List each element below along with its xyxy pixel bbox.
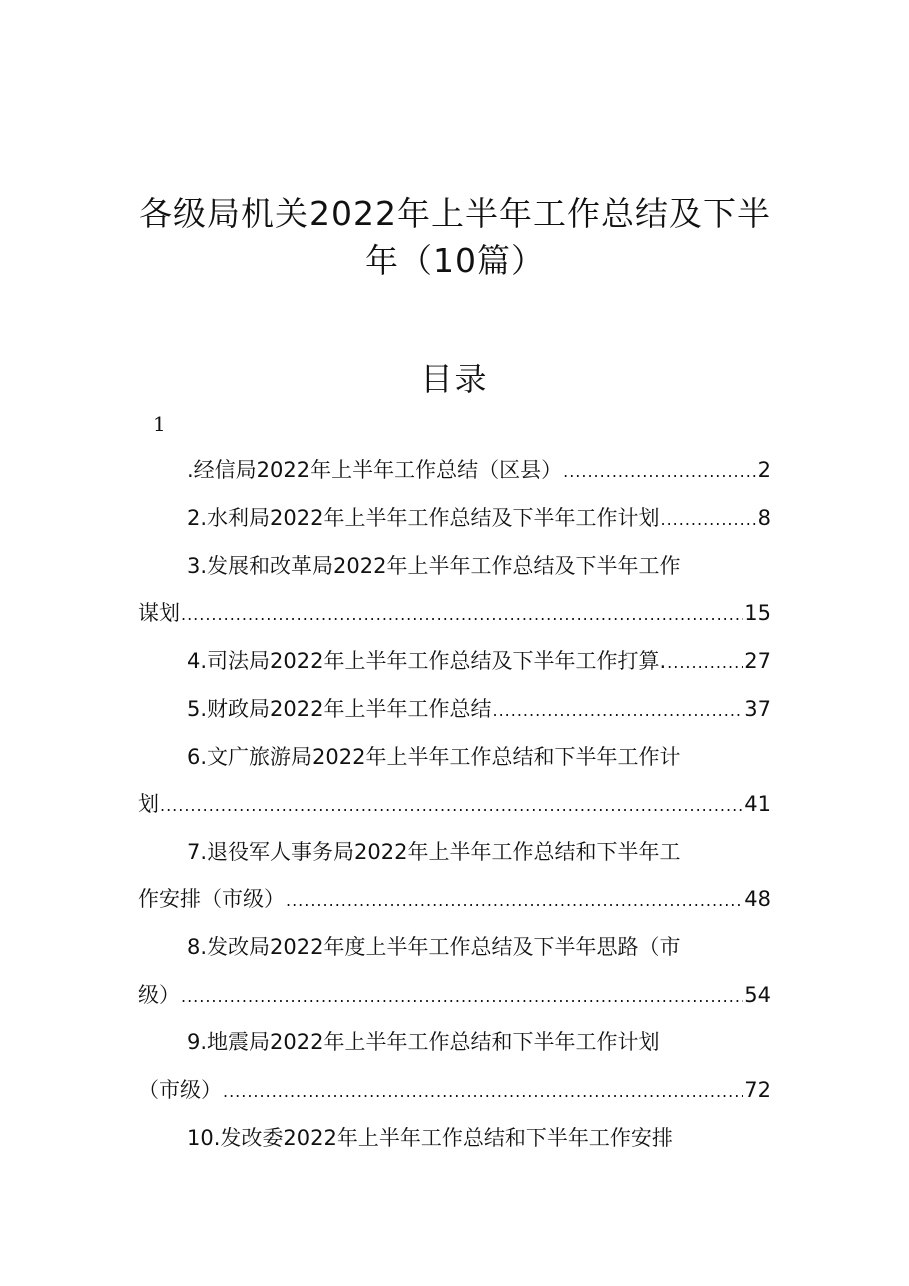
- toc-entry-page: 41: [744, 792, 771, 816]
- toc-entry-7-line-2[interactable]: [138, 884, 771, 914]
- toc-leader-dots: [181, 600, 743, 630]
- toc-entry-title: 7.退役军人事务局2022年上半年工作总结和下半年工: [187, 840, 681, 864]
- toc-entry-title-cont: 划: [138, 792, 159, 816]
- toc-entry-3-line-2[interactable]: [138, 598, 771, 628]
- toc-entry-title: 9.地震局2022年上半年工作总结和下半年工作计划: [187, 1030, 660, 1054]
- toc-entry-title: 3.发展和改革局2022年上半年工作总结及下半年工作: [187, 554, 681, 578]
- toc-entry-page: 8: [757, 506, 771, 530]
- toc-entry-1[interactable]: [138, 455, 771, 485]
- toc-leader-dots: [563, 457, 757, 487]
- toc-entry-title: 6.文广旅游局2022年上半年工作总结和下半年工作计: [187, 745, 681, 769]
- toc-leader-dots: [667, 648, 743, 678]
- toc-leader-dots: [160, 791, 743, 821]
- toc-entry-8-line-1[interactable]: [138, 932, 771, 962]
- toc-leader-dots: [223, 1077, 743, 1107]
- toc-entry-5[interactable]: [138, 694, 771, 724]
- toc-entry-10-line-1[interactable]: [138, 1123, 771, 1153]
- toc-entry-title-cont: 作安排（市级）: [138, 887, 285, 911]
- toc-entry-title-cont: 谋划: [138, 601, 180, 625]
- toc-entry-title: 2.水利局2022年上半年工作总结及下半年工作计划: [187, 506, 660, 530]
- toc-entry-8-line-2[interactable]: [138, 980, 771, 1010]
- toc-entry-title: 5.财政局2022年上半年工作总结: [187, 697, 492, 721]
- toc-entry-page: 15: [744, 601, 771, 625]
- toc-entry-4[interactable]: [138, 646, 771, 676]
- toc-entry-2[interactable]: [138, 503, 771, 533]
- toc-entry-page: 72: [744, 1078, 771, 1102]
- toc-heading: 目录: [420, 360, 489, 398]
- toc-entry-7-line-1[interactable]: [138, 837, 771, 867]
- toc-entry-3-line-1[interactable]: [138, 551, 771, 581]
- toc-entry-page: 48: [744, 887, 771, 911]
- toc-entry-title-cont: 级）: [138, 983, 180, 1007]
- toc-entry-title: 8.发改局2022年度上半年工作总结及下半年思路（市: [187, 935, 681, 959]
- toc-entry-title: 4.司法局2022年上半年工作总结及下半年工作打算.: [187, 649, 667, 673]
- toc-entry-title: .经信局2022年上半年工作总结（区县）: [187, 458, 563, 482]
- toc-leader-dots: [660, 505, 756, 535]
- title-line-1: 各级局机关2022年上半年工作总结及下半: [139, 194, 771, 233]
- toc-entry-6-line-2[interactable]: [138, 789, 771, 819]
- toc-leader-dots: [181, 982, 743, 1012]
- toc-entry-page: 37: [744, 697, 771, 721]
- toc-entry-9-line-2[interactable]: [138, 1075, 771, 1105]
- page-marker: 1: [153, 412, 166, 436]
- toc-entry-9-line-1[interactable]: [138, 1027, 771, 1057]
- toc-entry-page: 2: [757, 458, 771, 482]
- title-line-2: 年（10篇）: [365, 241, 545, 280]
- toc-leader-dots: [286, 886, 743, 916]
- toc-leader-dots: [492, 696, 743, 726]
- toc-entry-page: 54: [744, 983, 771, 1007]
- toc-entry-title: 10.发改委2022年上半年工作总结和下半年工作安排: [187, 1126, 673, 1150]
- toc-entry-6-line-1[interactable]: [138, 742, 771, 772]
- toc-entry-title-cont: （市级）: [138, 1078, 222, 1102]
- toc-entry-page: 27: [744, 649, 771, 673]
